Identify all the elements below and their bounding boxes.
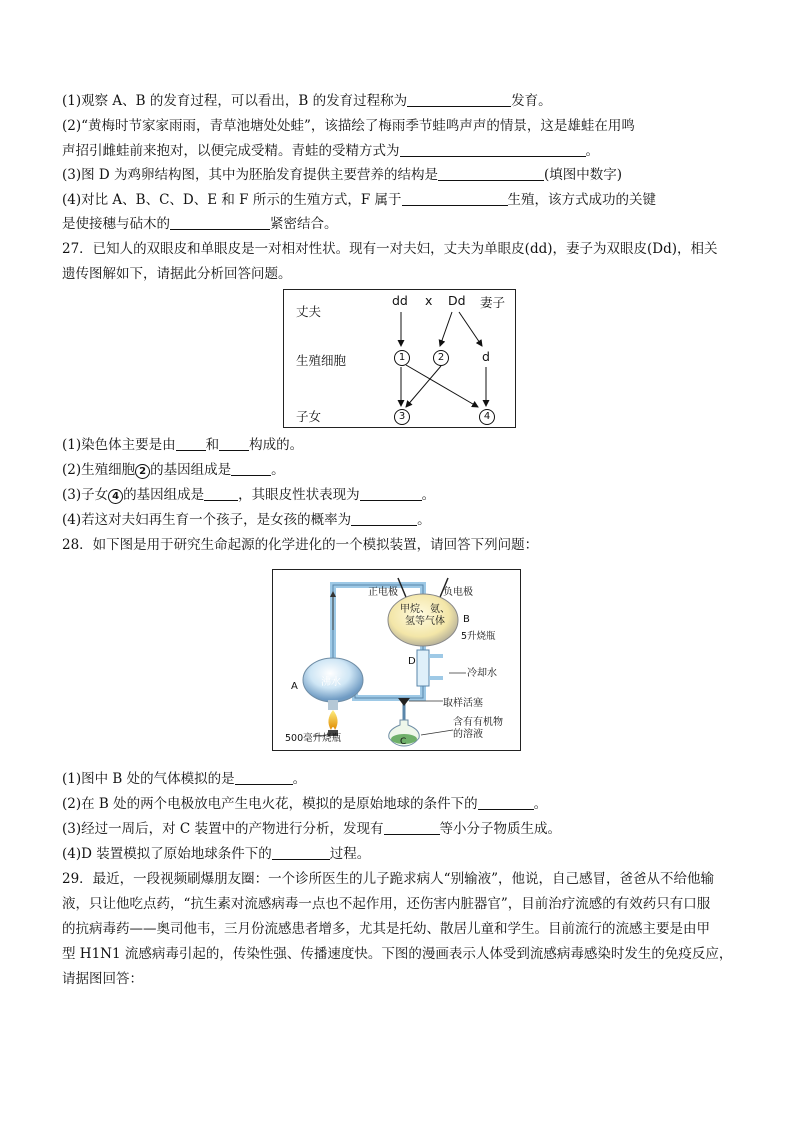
- answer-blank[interactable]: [402, 191, 508, 206]
- wife-label: 妻子: [480, 295, 506, 310]
- q28-part4: (4)D 装置模拟了原始地球条件下的 过程。: [62, 846, 371, 862]
- child-4: 4: [479, 409, 495, 425]
- label-organic-solution: 含有有机物的溶液: [453, 717, 503, 740]
- answer-blank[interactable]: [231, 461, 271, 476]
- answer-blank[interactable]: [407, 92, 511, 107]
- inheritance-diagram: [283, 289, 516, 428]
- q27-part1: (1)染色体主要是由 和 构成的。: [62, 437, 304, 453]
- q26-part1: (1)观察 A、B 的发育过程，可以看出，B 的发育过程称为 发育。: [62, 93, 552, 109]
- q26-part3: (3)图 D 为鸡卵结构图，其中为胚胎发育提供主要营养的结构是 (填图中数字): [62, 167, 623, 183]
- answer-blank[interactable]: [400, 142, 586, 157]
- label-negative-electrode: 负电极: [443, 587, 473, 598]
- answer-blank[interactable]: [272, 845, 330, 860]
- label-boiling-water: 沸水: [321, 677, 341, 688]
- answer-blank[interactable]: [204, 486, 238, 501]
- husband-genotype: dd: [392, 293, 408, 308]
- q26-part4-line2: 是使接穗与砧木的 紧密结合。: [62, 216, 338, 232]
- q29-line4: 型 H1N1 流感病毒引起的，传染性强、传播速度快。下图的漫画表示人体受到流感病毒感染时发生的免疫反应，: [62, 946, 733, 962]
- wife-genotype: Dd: [448, 293, 466, 308]
- circled-number-4: 4: [108, 489, 123, 504]
- q27-part3: (3)子女 4 的基因组成是 ，其眼皮性状表现为 。: [62, 487, 436, 503]
- q28-part1: (1)图中 B 处的气体模拟的是 。: [62, 771, 307, 787]
- answer-blank[interactable]: [219, 436, 249, 451]
- q29-line5: 请据图回答：: [62, 971, 143, 987]
- answer-blank[interactable]: [176, 436, 206, 451]
- label-c: C: [400, 737, 407, 747]
- label-a: A: [291, 681, 298, 692]
- label-b: B: [463, 614, 470, 625]
- label-gases: 甲烷、氨、氢等气体: [400, 604, 450, 627]
- q28-part3: (3)经过一周后，对 C 装置中的产物进行分析，发现有 等小分子物质生成。: [62, 821, 562, 837]
- label-5l-flask: 5升烧瓶: [461, 631, 496, 642]
- label-positive-electrode: 正电极: [368, 587, 398, 598]
- child-3: 3: [394, 409, 410, 425]
- q28-stem: 28．如下图是用于研究生命起源的化学进化的一个模拟装置，请回答下列问题：: [62, 537, 539, 553]
- answer-blank[interactable]: [384, 820, 440, 835]
- row-label-husband: 丈夫: [296, 304, 322, 319]
- answer-blank[interactable]: [478, 795, 534, 810]
- label-500ml-flask: 500毫升烧瓶: [285, 733, 342, 744]
- label-d: D: [408, 656, 416, 667]
- q29-line1: 29．最近，一段视频刷爆朋友圈：一个诊所医生的儿子跪求病人“别输液”，他说，自己感冒，爸爸从不给他输: [62, 871, 714, 887]
- answer-blank[interactable]: [170, 215, 270, 230]
- row-label-child: 子女: [296, 409, 322, 424]
- q26-part2-line2: 声招引雌蛙前来抱对，以便完成受精。青蛙的受精方式为 。: [62, 143, 599, 159]
- gamete-d: d: [482, 349, 490, 364]
- q27-stem-line1: 27．已知人的双眼皮和单眼皮是一对相对性状。现有一对夫妇，丈夫为单眼皮(dd)，妻子为双眼皮(Dd)，相关: [62, 241, 718, 257]
- miller-apparatus-diagram: [272, 569, 521, 751]
- gamete-2: 2: [433, 350, 449, 366]
- q29-line3: 的抗病毒药——奥司他韦，三月份流感患者增多，尤其是托幼、散居儿童和学生。目前流行的流感主要是由甲: [62, 921, 710, 937]
- answer-blank[interactable]: [235, 770, 293, 785]
- q29-line2: 液，只让他吃点药，“抗生素对流感病毒一点也不起作用，还伤害内脏器官”，目前治疗流感的有效药只有口服: [62, 896, 711, 912]
- label-cooling-water: 冷却水: [467, 668, 497, 679]
- q27-stem-line2: 遗传图解如下，请据此分析回答问题。: [62, 266, 292, 282]
- answer-blank[interactable]: [351, 511, 417, 526]
- q28-part2: (2)在 B 处的两个电极放电产生电火花，模拟的是原始地球的条件下的 。: [62, 796, 548, 812]
- answer-blank[interactable]: [438, 166, 544, 181]
- gamete-1: 1: [394, 350, 410, 366]
- q27-part4: (4)若这对夫妇再生育一个孩子，是女孩的概率为 。: [62, 512, 431, 528]
- label-sampling-valve: 取样活塞: [443, 698, 483, 709]
- circled-number-2: 2: [135, 464, 150, 479]
- row-label-gamete: 生殖细胞: [296, 353, 347, 368]
- answer-blank[interactable]: [360, 486, 422, 501]
- q27-part2: (2)生殖细胞 2 的基因组成是 。: [62, 462, 285, 478]
- q26-part4: (4)对比 A、B、C、D、E 和 F 所示的生殖方式，F 属于 生殖，该方式成功的关键: [62, 192, 656, 208]
- cross-symbol: x: [425, 293, 433, 308]
- q26-part2-line1: (2)“黄梅时节家家雨雨，青草池塘处处蛙”，该描绘了梅雨季节蛙鸣声声的情景，这是雄蛙在用鸣: [62, 118, 635, 134]
